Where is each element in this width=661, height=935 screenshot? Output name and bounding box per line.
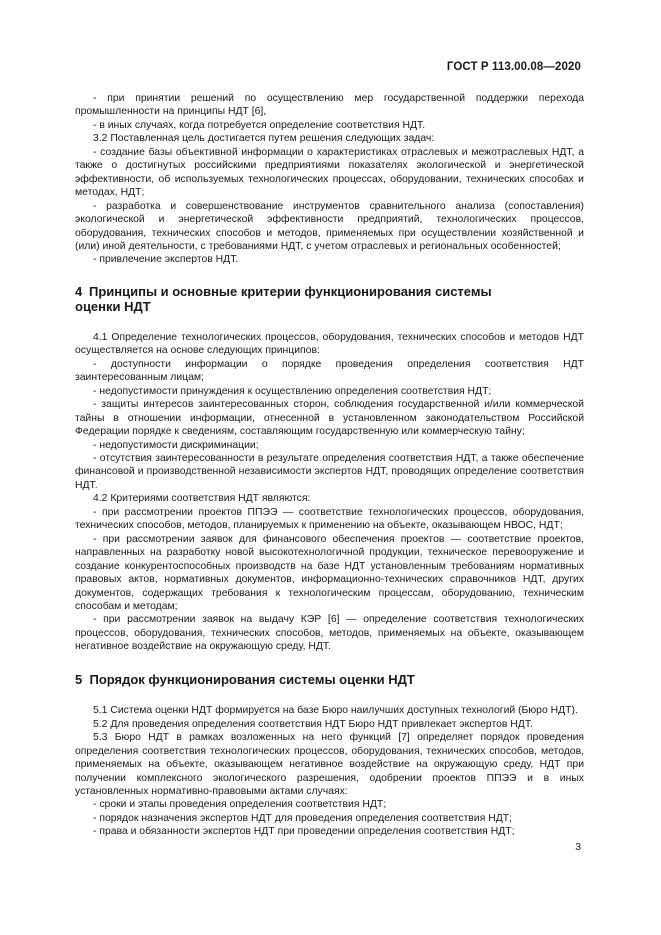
section-4-heading [75, 284, 584, 315]
paragraph: - при рассмотрении заявок на выдачу КЭР [6] — определение соответствия технологических процессов, оборудования, технических способов, методов, применяемых на объекте, оказывающем негативное воздействие на окружающую среду, НДТ. [75, 614, 584, 653]
paragraph: - доступности информации о порядке проведения определения соответствия НДТ заинтересованным лицам; [75, 358, 584, 384]
paragraph: - привлечение экспертов НДТ. [93, 254, 239, 266]
paragraph: - сроки и этапы проведения определения соответствия НДТ; [93, 799, 387, 811]
paragraph: - недопустимости дискриминации; [93, 439, 259, 451]
paragraph: - отсутствия заинтересованности в результате определения соответствия НДТ, а также обеспечение финансовой и производственной независимости экспертов НДТ, проводящих определение соответствия НДТ. [75, 452, 584, 491]
section-number: 4 [75, 283, 83, 299]
paragraph: 3.2 Поставленная цель достигается путем решения следующих задач: [93, 133, 435, 145]
paragraph: - при рассмотрении заявок для финансового обеспечения проектов — соответствие проектов, направленных на разработку новой высокотехнологичной продукции, техническое перевооружение и создание конкурентоспособных производств на базе НДТ установленным требованиям нормативных правовых актов, нормативных документов, информационно-технических справочников НДТ, других документов, содержащих требования к технологическим процессам, оборудованию, техническим способам и методам; [75, 533, 584, 612]
section-title-line-1: Принципы и основные критерии функционирования системы [89, 283, 492, 299]
paragraph: - разработка и совершенствование инструментов сравнительного анализа (сопоставления) экологической и энергетической эффективности предприятий, технологических процессов, оборудования, технических способов и методов, применяемых при осуществлении хозяйственной и (или) иной деятельности, с требованиями НДТ, с учетом отраслевых и региональных особенностей; [75, 200, 584, 252]
page-number: 3 [575, 842, 581, 853]
paragraph: - защиты интересов заинтересованных сторон, соблюдения государственной и/или коммерческой тайны в отношении информации, отнесенной в установленном законодательством Российской Федерации порядке к сведениям, составляющим государственную или коммерческую тайну; [75, 399, 584, 438]
paragraph: 5.1 Система оценки НДТ формируется на базе Бюро наилучших доступных технологий (Бюро НДТ). [93, 705, 578, 717]
paragraph: 5.3 Бюро НДТ в рамках возложенных на него функций [7] определяет порядок проведения определения соответствия технологических процессов, оборудования, технических способов, методов, применяемых на объекте, оказывающем негативное воздействие на окружающую среду, НДТ при получении комплексного экологического разрешения, одобрении проектов ППЭЭ и в иных установленных нормативно-правовыми актами случаях: [75, 732, 584, 797]
section-title: Порядок функционирования системы оценки НДТ [89, 671, 415, 687]
page-body [75, 92, 584, 839]
paragraph: - при принятии решений по осуществлению мер государственной поддержки перехода промышленности на принципы НДТ [6], [75, 93, 584, 118]
paragraph: - права и обязанности экспертов НДТ при проведении определения соответствия НДТ; [93, 826, 515, 838]
section-number: 5 [75, 671, 83, 687]
paragraph: - недопустимости принуждения к осуществлению определения соответствия НДТ; [93, 385, 492, 397]
paragraph: 4.2 Критериями соответствия НДТ являются: [93, 493, 311, 505]
paragraph: - при рассмотрении проектов ППЭЭ — соответствие технологических процессов, оборудования, технических способов, методов, планируемых к применению на объекте, оказывающем НВОС, НДТ; [75, 506, 584, 532]
document-code-header: ГОСТ Р 113.00.08—2020 [446, 61, 581, 73]
section-title-line-2: оценки НДТ [75, 299, 151, 315]
paragraph: 5.2 Для проведения определения соответствия НДТ Бюро НДТ привлекает экспертов НДТ. [93, 718, 533, 730]
paragraph: - в иных случаях, когда потребуется определение соответствия НДТ. [93, 119, 426, 131]
paragraph: - порядок назначения экспертов НДТ для проведения определения соответствия НДТ; [93, 812, 512, 824]
section-5-heading [75, 672, 584, 688]
paragraph: - создание базы объективной информации о характеристиках отраслевых и межотраслевых НДТ, а также о достигнутых российскими предприятиями показателях экологической и энергетической эффективности, об используемых технологических процессах, оборудовании, технических способах и методах, НДТ; [75, 146, 584, 199]
paragraph: 4.1 Определение технологических процессов, оборудования, технических способов и методов НДТ осуществляется на основе следующих принципов: [75, 331, 584, 357]
